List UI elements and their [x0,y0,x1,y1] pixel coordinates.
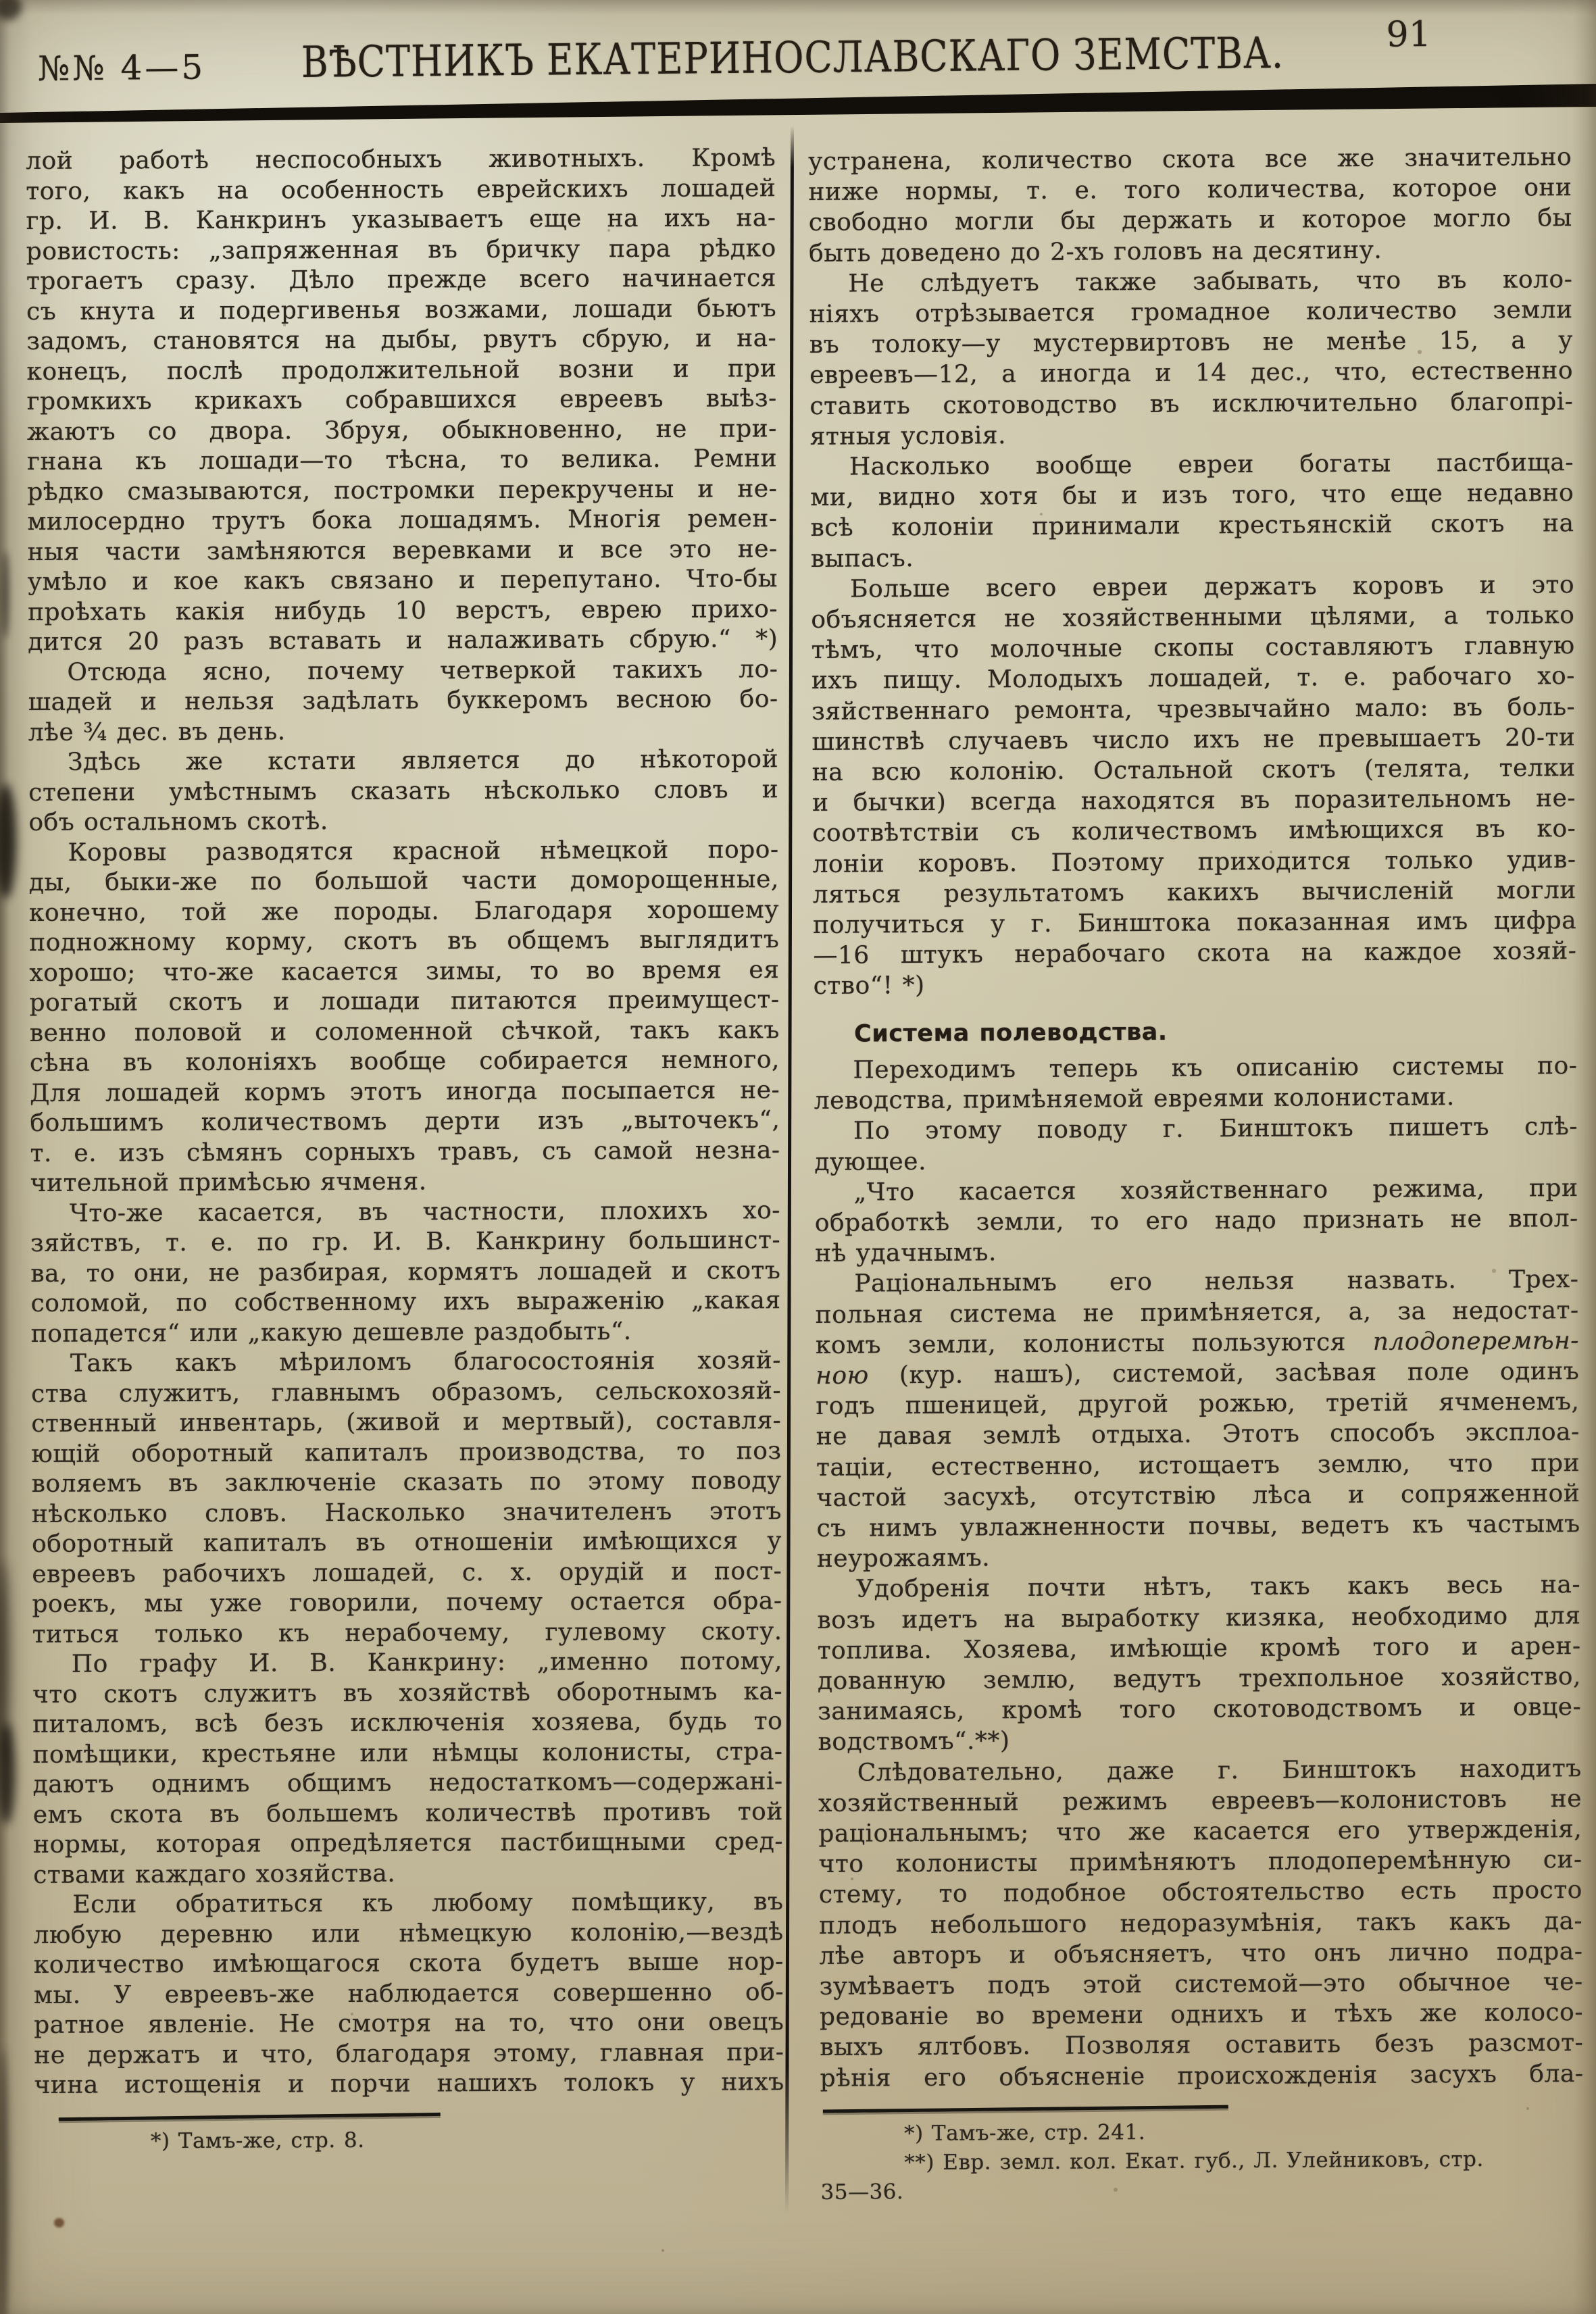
text-line: умѣло и кое какъ связано и перепутано. Что-бы [27,565,778,596]
text-line: что колонисты примѣняютъ плодоперемѣнную си- [818,1846,1582,1879]
text-line: Удобренія почти нѣтъ, такъ какъ весь на- [855,1571,1581,1603]
text-line: гр. И. В. Канкринъ указываетъ еще на ихъ на- [26,204,776,235]
text-line: мы. У евреевъ-же наблюдается совершенно об- [33,1978,784,2009]
text-line: хорошо; что-же касается зимы, то во время ея [29,955,780,987]
text-line: Отсюда ясно, почему четверкой такихъ ло- [67,655,778,686]
text-line: емъ скота въ большемъ количествѣ противъ той [32,1797,783,1829]
page-header [0,0,1596,143]
text-line: ства служитъ, главнымъ образомъ, сельскохозяй- [31,1376,782,1408]
text-line: ровистость: „запряженная въ бричку пара рѣдко [26,234,776,266]
paragraph [815,1264,1580,1574]
text-line: раціональнымъ; что же касается его утвержденія, [818,1815,1582,1848]
text-line: не держатъ и что, благодаря этому, главная при- [34,2038,784,2069]
footnote [34,2124,784,2157]
text-line: плодъ небольшого недоразумѣнія, такъ какъ да- [819,1907,1583,1940]
footnote-separator [59,2112,441,2120]
ink-blot [54,2218,64,2228]
text-line: того, какъ на особенность еврейскихъ лошадей [26,174,776,205]
text-line: венно половой и соломенной сѣчкой, такъ какъ [29,1015,780,1047]
text-line: Насколько вообще евреи богаты пастбища- [849,449,1574,481]
paragraph [814,1173,1578,1269]
text-line: нормы, которая опредѣляется пастбищными сред- [32,1828,784,1859]
paragraph [818,1753,1584,2094]
text-line: питаломъ, всѣ безъ исключенія хозяева, будь то [32,1707,783,1738]
text-line: т. е. изъ сѣмянъ сорныхъ травъ, съ самой незна- [30,1136,780,1167]
text-line: Переходимъ теперь къ описанію системы по- [853,1051,1578,1084]
text-line: ва, то они, не разбирая, кормятъ лошадей и скотъ [30,1256,781,1288]
scan-artifact [0,1723,15,1824]
text-line: гнана къ лошади—то тѣсна, то велика. Ремни [26,445,778,476]
text-line: зяйствъ, т. е. по гр. И. В. Канкрину большинст- [30,1226,781,1257]
column-divider-rule [785,126,794,2213]
text-line: выпасъ. [810,544,914,573]
text-line: большимъ количествомъ дерти изъ „выточекъ“, [30,1106,780,1137]
paragraph [32,1646,784,1890]
scan-artifact [0,1561,9,1763]
text-line: Раціональнымъ его нельзя назвать. Трех- [854,1265,1579,1298]
text-line: ратное явленіе. Не смотря на то, что они овецъ [34,2008,784,2039]
paragraph [26,143,778,657]
text-line: соломой, по собственному ихъ выраженію „какая [30,1286,781,1317]
text-line: шинствѣ случаевъ число ихъ не превышаетъ 20-ти [812,723,1576,756]
scan-artifact [1,551,9,638]
paragraph [28,655,778,748]
text-line: евреевъ рабочихъ лошадей, с. х. орудій и пост- [32,1557,782,1588]
text-line: сѣна въ колоніяхъ вообще собирается немного, [29,1046,780,1077]
text-line: проѣхать какія нибудь 10 верстъ, еврею прихо- [27,595,778,626]
text-line: конецъ, послѣ продолжительной возни и при [26,354,777,386]
text-line: быть доведено до 2-хъ головъ на десятину. [808,236,1382,268]
text-line: обработкѣ земли, то его надо признать не впол- [814,1204,1578,1237]
text-line: ныя части замѣняются веревками и все это не- [27,534,778,566]
text-line: возъ идетъ на выработку кизяка, необходимо для [817,1601,1581,1634]
text-line: Не слѣдуетъ также забывать, что въ коло- [848,265,1573,298]
text-line: По графу И. В. Канкрину: „именно потому, [71,1647,782,1678]
text-line: помѣщики, крестьяне или нѣмцы колонисты, стра- [32,1737,783,1769]
text-line: неурожаямъ. [816,1544,991,1574]
section-heading: Система полеводства. [853,1018,1168,1048]
paragraph [814,1051,1578,1116]
text-line: роекъ, мы уже говорили, почему остается обра- [32,1587,782,1618]
text-line: ми, видно хотя бы и изъ того, что еще недавно [810,479,1574,512]
text-line: зяйственнаго ремонта, чрезвычайно мало: въ боль- [812,693,1576,726]
text-line: ятныя условія. [809,422,1007,451]
text-line: редованіе во времени однихъ и тѣхъ же колосо- [819,1998,1584,2032]
text-line: чина истощенія и порчи нашихъ толокъ у нихъ [34,2068,784,2099]
text-line: лоніи коровъ. Поэтому приходится только удив- [812,845,1576,878]
text-line: польная система не примѣняется, а, за недостат- [815,1296,1579,1329]
text-line: шадей и нельзя задѣлать буккеромъ весною бо- [28,685,778,716]
text-line: Что-же касается, въ частности, плохихъ хо- [69,1196,781,1228]
issue-label: №№ 4—5 [37,47,206,89]
text-line: *) Тамъ-же, стр. 241. [903,2119,1146,2146]
text-line: топлива. Хозяева, имѣющіе кромѣ того и арен- [817,1632,1581,1665]
paragraph [29,835,780,1199]
text-line: лѣе авторъ и объясняетъ, что онъ лично подра- [819,1937,1583,1970]
text-line: евреевъ—12, а иногда и 14 дес., что, естественно [809,357,1574,390]
text-line: устранена, количество скота все же значительно [808,143,1572,176]
text-line: не давая землѣ отдыха. Этотъ способъ эксплоа- [816,1418,1580,1451]
text-line: ствами каждаго хозяйства. [33,1859,396,1889]
text-line: задомъ, становятся на дыбы, рвутъ сбрую, и на- [26,324,777,355]
text-line: 35—36. [820,2179,904,2205]
text-line: ство“! *) [813,972,925,1001]
text-line: „Что касается хозяйственнаго режима, при [853,1174,1578,1207]
text-line: Здѣсь же кстати является до нѣкоторой [67,745,779,776]
left-column [26,135,784,2156]
text-line: даютъ однимъ общимъ недостаткомъ—содержані- [32,1767,783,1799]
text-line: частой засухѣ, отсутствію лѣса и сопряженной [816,1479,1580,1512]
paragraph [28,745,779,838]
text-line: оборотный капиталъ въ отношеніи имѣющихся у [31,1527,782,1558]
text-line: Коровы разводятся красной нѣмецкой поро- [68,835,779,867]
text-line: нѣсколько словъ. Насколько значителенъ этотъ [31,1496,782,1528]
text-line: ющій оборотный капиталъ производства, то поз [31,1436,782,1468]
text-line: Такъ какъ мѣриломъ благосостоянія хозяй- [70,1347,781,1378]
paragraph [808,142,1572,269]
text-line: всѣ колоніи принимали крестьянскій скотъ на [810,509,1574,543]
text-line: подножному корму, скотъ въ общемъ выглядитъ [29,926,780,957]
footnote-separator [823,2105,1228,2113]
text-line: ственный инвентарь, (живой и мертвый), составля- [31,1407,782,1438]
text-line: ниже нормы, т. е. того количества, которое они [808,174,1572,207]
paragraph [31,1346,782,1650]
text-line: объ остальномъ скотѣ. [28,807,328,836]
text-line: съ кнута и подергивенья возжами, лошади бьютъ [26,294,777,326]
text-line: чительной примѣсью ячменя. [30,1167,427,1197]
text-line: рогатый скотъ и лошади питаются преимущест- [29,986,780,1017]
text-line: комъ земли, колонисты пользуются плодоперемѣн- [815,1326,1580,1359]
text-line: на всю колонію. Остальной скотъ (телята, телки [812,754,1576,787]
text-line: въ толоку—у мустервиртовъ не менѣе 15, а у [809,326,1573,359]
text-line: зумѣваетъ подъ этой системой—это обычное че- [819,1968,1583,2001]
scan-artifact [0,2047,8,2314]
text-line: годъ пшеницей, другой рожью, третій ячменемъ, [816,1388,1580,1421]
text-line: —16 штукъ нерабочаго скота на каждое хозяй- [813,937,1577,970]
text-line: трогаетъ сразу. Дѣло прежде всего начинается [26,264,777,295]
text-line: занимаясь, кромѣ того скотоводствомъ и овце- [818,1693,1582,1726]
text-line: степени умѣстнымъ сказать нѣсколько словъ и [28,775,779,807]
text-line: Для лошадей кормъ этотъ иногда посыпается не- [30,1076,780,1107]
text-line: таціи, естественно, истощаетъ землю, что при [816,1449,1580,1482]
page-number: 91 [1386,14,1432,55]
text-line: соотвѣтствіи съ количествомъ имѣющихся въ ко- [812,815,1576,848]
text-line: дующее. [814,1147,927,1176]
journal-title: ВѢСТНИКЪ ЕКАТЕРИНОСЛАВСКАГО ЗЕМСТВА. [301,28,1285,88]
text-line: и бычки) всегда находятся въ поразительномъ не- [812,784,1576,818]
paragraph [814,1111,1578,1177]
scan-artifact [0,784,16,899]
text-line: хозяйственный режимъ евреевъ—колонистовъ не [818,1784,1582,1817]
text-line: милосердно трутъ бока лошадямъ. Многія ремен- [27,505,778,536]
text-line: тѣмъ, что молочные скопы составляютъ главную [811,632,1575,665]
text-line: нѣ удачнымъ. [814,1238,997,1268]
paragraph [30,1196,781,1349]
footnote [820,2115,1585,2207]
text-line: громкихъ крикахъ собравшихся евреевъ выѣз- [26,384,777,416]
paper-speckles [0,0,1,1]
text-line: леводства, примѣняемой евреями колонистами. [814,1083,1455,1115]
text-line: *) Тамъ-же, стр. 8. [150,2128,365,2153]
text-line: количество имѣющагося скота будетъ выше нор- [33,1948,784,1979]
paragraph [810,447,1574,574]
text-line: дованную землю, ведутъ трехпольное хозяйство, [817,1663,1582,1695]
text-line: попадется“ или „какую дешевле раздобыть“. [30,1317,632,1348]
text-line: ды, быки-же по большой части доморощенные, [28,865,779,897]
text-line: Больше всего евреи держатъ коровъ и это [849,570,1575,603]
text-line: жаютъ со двора. Збруя, обыкновенно, не при- [26,414,777,446]
text-line: получиться у г. Бинштока показанная имъ цифра [812,907,1577,940]
text-line: ставить скотоводство въ исключительно благопрі- [809,387,1574,420]
paragraph [811,570,1577,1002]
text-line: выхъ ялтбовъ. Позволяя оставить безъ разсмот- [820,2029,1584,2062]
paragraph [33,1887,784,2101]
text-line: съ нимъ увлажненности почвы, ведетъ къ частымъ [816,1509,1580,1542]
text-line: конечно, той же породы. Благодаря хорошему [28,895,780,927]
text-line: ніяхъ отрѣзывается громадное количество земли [809,296,1573,329]
text-line: ихъ пищу. Молодыхъ лошадей, т. е. рабочаго хо- [811,662,1576,695]
text-line: любую деревню или нѣмецкую колонію,—вездѣ [33,1917,784,1949]
text-line: стему, то подобное обстоятельство есть просто [818,1876,1582,1909]
text-line: рѣнія его объясненіе происхожденія засухъ бла- [820,2059,1584,2092]
text-line: объясняется не хозяйственными цѣлями, а только [811,601,1575,634]
text-line: ляться результатомъ какихъ вычисленій могли [812,876,1576,909]
text-line: ною (кур. нашъ), системой, засѣвая поле одинъ [816,1357,1580,1390]
text-line: лѣе ¾ дес. въ день. [28,717,286,747]
paragraph [809,264,1574,452]
text-line: **) Евр. земл. кол. Екат. губ., Л. Улейниковъ, стр. [904,2146,1484,2175]
paragraph [817,1569,1582,1757]
text-line: По этому поводу г. Бинштокъ пишетъ слѣ- [853,1113,1578,1145]
text-line: Если обратиться къ любому помѣщику, въ [72,1888,784,1919]
text-line: дится 20 разъ вставать и налаживать сбрую.“ *) [28,625,778,656]
text-line: свободно могли бы держать и которое могло бы [808,204,1572,237]
text-line: титься только къ нерабочему, гулевому скоту. [32,1617,782,1649]
text-line: рѣдко смазываются, постромки перекручены и не- [27,474,778,506]
text-line: что скотъ служитъ въ хозяйствѣ оборотнымъ ка- [32,1677,783,1709]
text-line: водствомъ“.**) [818,1727,1010,1757]
text-line: Слѣдовательно, даже г. Бинштокъ находитъ [857,1754,1582,1787]
text-line: лой работѣ неспособныхъ животныхъ. Кромѣ [26,144,776,175]
text-line: воляемъ въ заключеніе сказать по этому поводу [31,1467,782,1498]
right-column [808,134,1585,2207]
